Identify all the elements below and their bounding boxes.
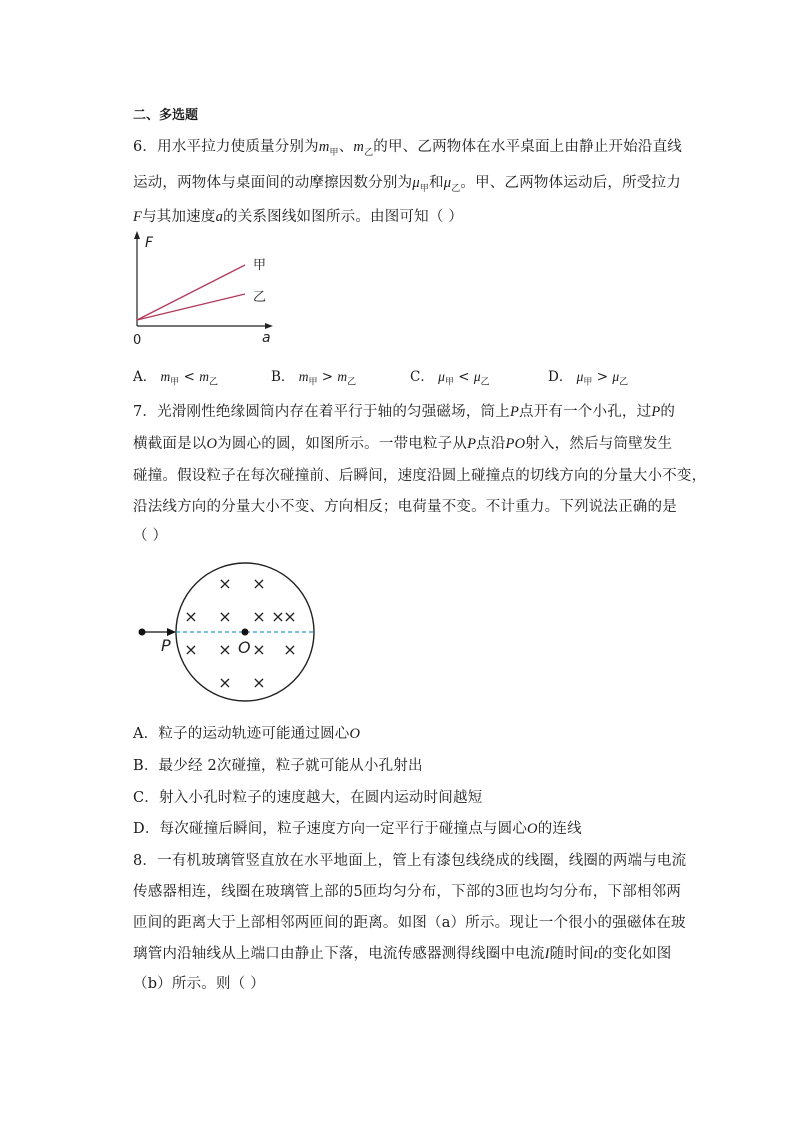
line-label-yi: 乙 [253, 290, 267, 305]
q6-line-3: F与其加速度a的关系图线如图所示。由图可知（ ） [133, 209, 464, 225]
q7-option-c[interactable]: C．射入小孔时粒子的速度越大，在圆内运动时间越短 [133, 790, 483, 806]
line-jia [137, 265, 245, 320]
q7-magnetic-field-figure [128, 560, 328, 710]
q8-line-1: 8．一有机玻璃管竖直放在水平地面上，管上有漆包线绕成的线圈，线圈的两端与电流 [133, 853, 687, 869]
q7-line-4: 沿法线方向的分量大小不变、方向相反；电荷量不变。不计重力。下列说法正确的是 [133, 499, 677, 515]
y-axis-label: F [145, 235, 154, 251]
q6-option-b[interactable]: B． $m_甲 > m_乙$ [271, 369, 357, 388]
field-cross-mark: × [218, 574, 232, 593]
section-heading: 二、多选题 [133, 108, 199, 123]
origin-label: 0 [133, 333, 142, 348]
q6-line-2: 运动，两物体与桌面间的动摩擦因数分别为$\mu_甲$和$\mu_乙$。甲、乙两物体运动后，所受拉力 [133, 175, 681, 194]
label-o: O [238, 638, 251, 657]
field-cross-mark: × [218, 607, 232, 626]
q7-line-5: （ ） [133, 528, 168, 544]
field-cross-mark: × [218, 673, 232, 692]
field-cross-mark: × [283, 607, 297, 626]
q7-line-2: 横截面是以O为圆心的圆，如图所示。一带电粒子从P点沿PO射入，然后与筒壁发生 [133, 436, 673, 452]
field-cross-mark: × [271, 607, 285, 626]
q6-force-acceleration-graph [125, 228, 285, 350]
q7-line-3: 碰撞。假设粒子在每次碰撞前、后瞬间，速度沿圆上碰撞点的切线方向的分量大小不变， [133, 468, 707, 484]
q7-option-d[interactable]: D．每次碰撞后瞬间，粒子速度方向一定平行于碰撞点与圆心O的连线 [133, 821, 582, 837]
label-p: P [161, 636, 171, 655]
q8-line-5: （b）所示。则（ ） [133, 976, 265, 992]
field-cross-mark: × [283, 640, 297, 659]
y-axis-arrow-icon [134, 231, 140, 239]
field-cross-mark: × [218, 640, 232, 659]
field-cross-mark: × [252, 673, 266, 692]
field-cross-mark: × [184, 640, 198, 659]
q6-option-d[interactable]: D． $\mu_甲 > \mu_乙$ [548, 369, 629, 388]
q7-option-b[interactable]: B．最少经 2次碰撞，粒子就可能从小孔射出 [133, 758, 423, 774]
q7-option-a[interactable]: A．粒子的运动轨迹可能通过圆心O [133, 726, 361, 742]
x-axis-label: a [262, 330, 271, 346]
field-cross-mark: × [252, 640, 266, 659]
q6-option-c[interactable]: C． $\mu_甲 < \mu_乙$ [410, 369, 490, 388]
q6-option-a[interactable]: A． $m_甲 < m_乙$ [133, 369, 218, 388]
q7-line-1: 7．光滑刚性绝缘圆筒内存在着平行于轴的匀强磁场，筒上P点开有一个小孔，过P的 [133, 404, 676, 420]
q8-line-4: 璃管内沿轴线从上端口由静止下落，电流传感器测得线圈中电流I随时间t的变化如图 [133, 946, 672, 962]
line-yi [137, 294, 245, 320]
q8-line-3: 匝间的距离大于上部相邻两匝间的距离。如图（a）所示。现让一个很小的强磁体在玻 [133, 915, 686, 931]
q6-line-1: 6．用水平拉力使质量分别为$m_甲$、$m_乙$的甲、乙两物体在水平桌面上由静止开始沿直线 [133, 139, 682, 158]
q8-line-2: 传感器相连，线圈在玻璃管上部的5匝均匀分布，下部的3匝也均匀分布，下部相邻两 [133, 884, 682, 900]
x-axis-arrow-icon [265, 323, 273, 329]
field-cross-mark: × [184, 607, 198, 626]
field-cross-mark: × [252, 607, 266, 626]
center-point-o [242, 629, 249, 636]
velocity-arrow-icon [167, 628, 176, 636]
field-cross-mark: × [252, 574, 266, 593]
line-label-jia: 甲 [253, 258, 267, 273]
